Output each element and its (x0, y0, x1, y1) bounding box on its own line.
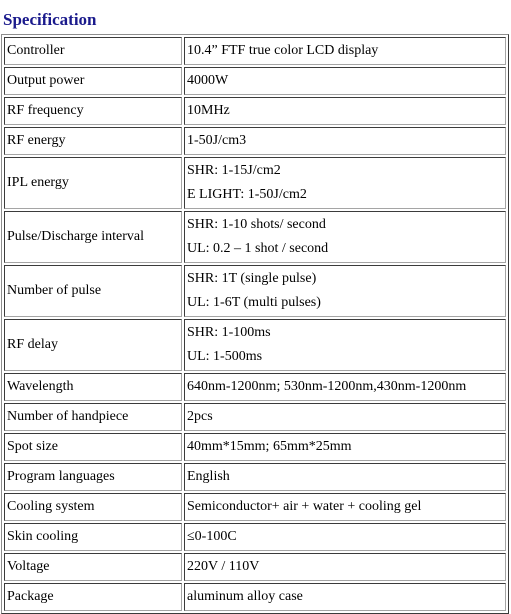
spec-value-line: UL: 1-500ms (187, 349, 263, 364)
spec-label: Package (4, 583, 182, 611)
spec-label: RF delay (4, 319, 182, 371)
spec-value-line: 10.4” FTF true color LCD display (187, 43, 379, 58)
spec-row (4, 493, 506, 521)
spec-label: Cooling system (4, 493, 182, 521)
spec-value-line: aluminum alloy case (187, 589, 303, 604)
spec-label: IPL energy (4, 157, 182, 209)
spec-label: Program languages (4, 463, 182, 491)
spec-row (4, 67, 506, 95)
specification-table (1, 34, 509, 614)
spec-row (4, 403, 506, 431)
spec-row (4, 211, 506, 263)
spec-row (4, 463, 506, 491)
spec-value-line: 1-50J/cm3 (187, 133, 247, 148)
spec-value (184, 553, 506, 581)
spec-value (184, 403, 506, 431)
specification-table-body (4, 37, 506, 611)
spec-value (184, 373, 506, 401)
spec-value-line: 10MHz (187, 103, 230, 118)
spec-row (4, 373, 506, 401)
spec-value (184, 319, 506, 371)
spec-value-line: English (187, 469, 230, 484)
spec-value-line: SHR: 1-100ms (187, 325, 271, 340)
spec-label: Spot size (4, 433, 182, 461)
spec-value (184, 433, 506, 461)
spec-row (4, 319, 506, 371)
spec-row (4, 523, 506, 551)
spec-value (184, 97, 506, 125)
spec-value (184, 493, 506, 521)
spec-value-line: 4000W (187, 73, 229, 88)
spec-value (184, 127, 506, 155)
spec-label: RF energy (4, 127, 182, 155)
spec-row (4, 127, 506, 155)
spec-row (4, 433, 506, 461)
spec-value-line: SHR: 1T (single pulse) (187, 271, 317, 286)
spec-row (4, 583, 506, 611)
spec-value-line: E LIGHT: 1-50J/cm2 (187, 187, 307, 202)
spec-value-line: SHR: 1-15J/cm2 (187, 163, 281, 178)
spec-value (184, 37, 506, 65)
spec-value-line: 220V / 110V (187, 559, 260, 574)
spec-value-line: UL: 1-6T (multi pulses) (187, 295, 321, 310)
spec-value (184, 265, 506, 317)
spec-row (4, 553, 506, 581)
spec-value (184, 211, 506, 263)
spec-row (4, 157, 506, 209)
spec-label: Number of handpiece (4, 403, 182, 431)
spec-row (4, 97, 506, 125)
spec-label: Output power (4, 67, 182, 95)
spec-label: Pulse/Discharge interval (4, 211, 182, 263)
spec-label: Voltage (4, 553, 182, 581)
spec-value-line: Semiconductor+ air + water + cooling gel (187, 499, 422, 514)
spec-value-line: UL: 0.2 – 1 shot / second (187, 241, 329, 256)
spec-value (184, 157, 506, 209)
spec-row (4, 37, 506, 65)
spec-value-line: 40mm*15mm; 65mm*25mm (187, 439, 352, 454)
page-title: Specification (3, 10, 97, 29)
spec-value-line: 2pcs (187, 409, 213, 424)
spec-value (184, 583, 506, 611)
spec-row (4, 265, 506, 317)
spec-value (184, 463, 506, 491)
spec-label: Controller (4, 37, 182, 65)
spec-label: RF frequency (4, 97, 182, 125)
spec-value-line: ≤0-100C (187, 529, 237, 544)
spec-label: Skin cooling (4, 523, 182, 551)
spec-label: Number of pulse (4, 265, 182, 317)
spec-value (184, 67, 506, 95)
spec-value-line: SHR: 1-10 shots/ second (187, 217, 326, 232)
spec-value (184, 523, 506, 551)
spec-value-line: 640nm-1200nm; 530nm-1200nm,430nm-1200nm (187, 379, 467, 394)
spec-label: Wavelength (4, 373, 182, 401)
